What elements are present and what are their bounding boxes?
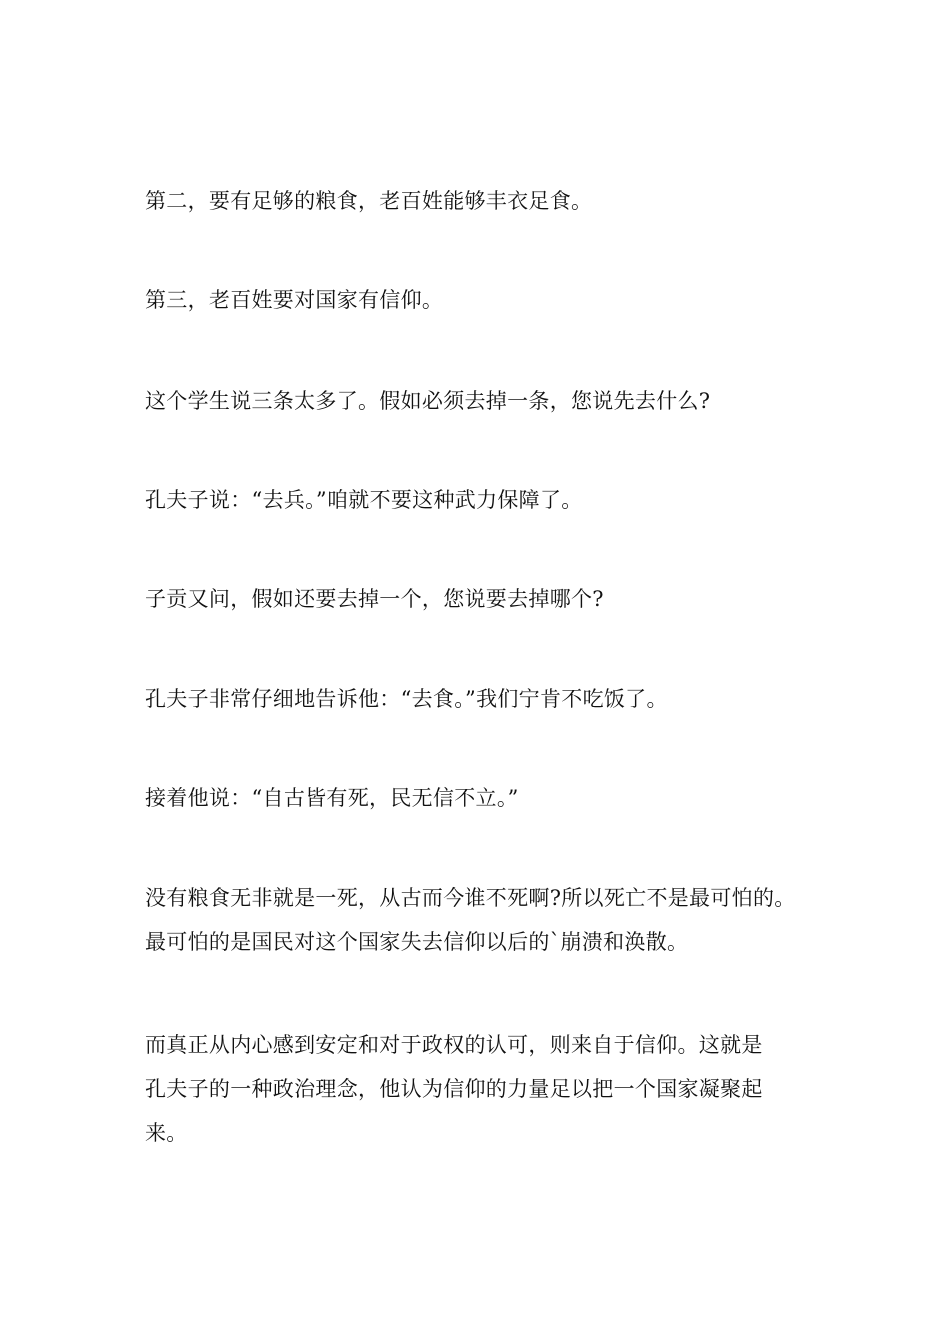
paragraph-1 [145, 179, 825, 223]
paragraph-7 [145, 776, 825, 820]
paragraph-6 [145, 677, 825, 721]
paragraph-line: 最可怕的是国民对这个国家失去信仰以后的`崩溃和涣散。 [145, 930, 689, 954]
paragraph-4 [145, 478, 825, 522]
paragraph-line: 接着他说：“自古皆有死，民无信不立。” [145, 786, 519, 810]
paragraph-line: 孔夫子的一种政治理念，他认为信仰的力量足以把一个国家凝聚起 [145, 1077, 763, 1101]
paragraph-line: 孔夫子非常仔细地告诉他：“去食。”我们宁肯不吃饭了。 [145, 687, 668, 711]
paragraph-5 [145, 577, 825, 621]
paragraph-line: 第二，要有足够的粮食，老百姓能够丰衣足食。 [145, 189, 593, 213]
paragraph-line: 没有粮食无非就是一死，从古而今谁不死啊?所以死亡不是最可怕的。 [145, 886, 796, 910]
paragraph-9 [145, 1023, 825, 1155]
paragraph-2 [145, 278, 825, 322]
paragraph-line: 而真正从内心感到安定和对于政权的认可，则来自于信仰。这就是 [145, 1033, 763, 1057]
paragraph-3 [145, 379, 825, 423]
paragraph-line: 这个学生说三条太多了。假如必须去掉一条，您说先去什么? [145, 389, 711, 413]
paragraph-line: 第三，老百姓要对国家有信仰。 [145, 288, 444, 312]
paragraph-line: 孔夫子说：“去兵。”咱就不要这种武力保障了。 [145, 488, 583, 512]
paragraph-8 [145, 876, 825, 964]
paragraph-line: 子贡又问，假如还要去掉一个，您说要去掉哪个? [145, 587, 604, 611]
paragraph-line: 来。 [145, 1121, 188, 1145]
